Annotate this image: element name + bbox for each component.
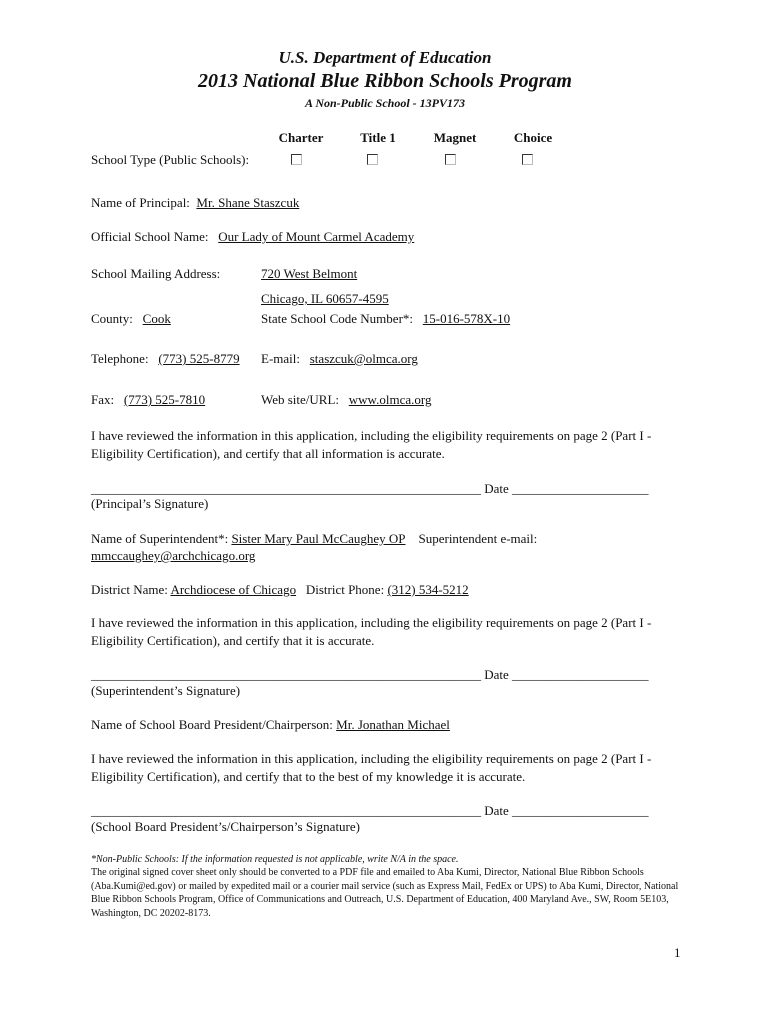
superintendent-value: Sister Mary Paul McCaughey OP xyxy=(231,531,406,546)
board-row xyxy=(91,716,450,733)
fax-label: Fax: xyxy=(91,392,115,407)
superintendent-label: Name of Superintendent*: xyxy=(91,531,229,546)
title1-label: Title 1 xyxy=(360,130,396,145)
school-name-row xyxy=(91,228,414,245)
board-certification: I have reviewed the information in this application, including the eligibility requirements on page 2 (Part I - Eligibility Certification), and certify that to the best of my knowledge it is accurate. xyxy=(91,751,652,784)
board-signature-caption: (School Board President’s/Chairperson’s Signature) xyxy=(91,819,360,834)
school-name-label: Official School Name: xyxy=(91,229,209,244)
fax-value: (773) 525-7810 xyxy=(123,392,206,407)
telephone-value: (773) 525-8779 xyxy=(158,351,240,366)
charter-checkbox[interactable] xyxy=(291,154,302,165)
principal-signature-caption: (Principal’s Signature) xyxy=(91,496,209,511)
charter-label: Charter xyxy=(278,130,324,145)
magnet-checkbox[interactable] xyxy=(445,154,456,165)
website-label: Web site/URL: xyxy=(261,392,340,407)
fax-row xyxy=(91,391,205,408)
principal-value: Mr. Shane Staszcuk xyxy=(196,195,300,210)
county-row xyxy=(91,310,171,327)
principal-signature-line[interactable]: ____________________________________________________________ Date _____________________ xyxy=(91,481,649,496)
school-type-label: School Type (Public Schools): xyxy=(91,152,250,167)
superintendent-certification: I have reviewed the information in this application, including the eligibility requirements on page 2 (Part I - Eligibility Certification), and certify that it is accurate. xyxy=(91,615,652,648)
magnet-label: Magnet xyxy=(433,130,477,145)
program-title: 2013 National Blue Ribbon Schools Program xyxy=(198,70,572,92)
telephone-row xyxy=(91,350,240,367)
principal-row xyxy=(91,194,299,211)
state-code-row xyxy=(261,310,510,327)
board-signature-line[interactable]: ____________________________________________________________ Date _____________________ xyxy=(91,803,649,818)
email-label: E-mail: xyxy=(261,351,300,366)
email-row xyxy=(261,350,418,367)
address-label: School Mailing Address: xyxy=(91,266,221,281)
website-row xyxy=(261,391,431,408)
principal-label: Name of Principal: xyxy=(91,195,190,210)
county-value: Cook xyxy=(142,311,171,326)
state-code-value: 15-016-578X-10 xyxy=(422,311,511,326)
superintendent-row xyxy=(91,530,537,547)
address-line2: Chicago, IL 60657-4595 xyxy=(261,291,389,306)
school-name-value: Our Lady of Mount Carmel Academy xyxy=(218,229,415,244)
email-value: staszcuk@olmca.org xyxy=(309,351,418,366)
page-number: 1 xyxy=(674,945,681,960)
board-value: Mr. Jonathan Michael xyxy=(336,717,450,732)
superintendent-signature-caption: (Superintendent’s Signature) xyxy=(91,683,241,698)
instructions: The original signed cover sheet only should be converted to a PDF file and emailed to Aba Kumi, Director, National Blue Ribbon Schools (Aba.Kumi@ed.gov) or mailed by expedited mail or a courier mail service (such as Express Mail, FedEx or UPS) to Aba Kumi, Director, National Blue Ribbon Schools Program, Office of Communications and Outreach, U.S. Department of Education, 400 Maryland Ave., SW, Room 5E103, Washington, DC 20202-8173. xyxy=(91,867,679,919)
district-phone-value: (312) 534-5212 xyxy=(387,582,469,597)
school-id: A Non-Public School - 13PV173 xyxy=(304,96,465,110)
footnote: *Non-Public Schools: If the information requested is not applicable, write N/A in the space. xyxy=(91,854,459,865)
principal-certification: I have reviewed the information in this application, including the eligibility requirements on page 2 (Part I - Eligibility Certification), and certify that all information is accurate. xyxy=(91,428,652,461)
state-code-label: State School Code Number*: xyxy=(261,311,414,326)
website-value: www.olmca.org xyxy=(348,392,432,407)
address-line1: 720 West Belmont xyxy=(261,266,358,281)
department-title: U.S. Department of Education xyxy=(278,48,492,67)
county-label: County: xyxy=(91,311,133,326)
title1-checkbox[interactable] xyxy=(367,154,378,165)
choice-label: Choice xyxy=(513,130,553,145)
district-name-value: Archdiocese of Chicago xyxy=(170,582,297,597)
district-row xyxy=(91,581,469,598)
district-name-label: District Name: xyxy=(91,582,168,597)
superintendent-signature-line[interactable]: ____________________________________________________________ Date _____________________ xyxy=(91,667,649,682)
superintendent-email-value: mmccaughey@archchicago.org xyxy=(91,548,256,563)
board-label: Name of School Board President/Chairperson: xyxy=(91,717,333,732)
district-phone-label: District Phone: xyxy=(305,582,385,597)
choice-checkbox[interactable] xyxy=(522,154,533,165)
telephone-label: Telephone: xyxy=(91,351,149,366)
superintendent-email-label: Superintendent e-mail: xyxy=(418,531,538,546)
